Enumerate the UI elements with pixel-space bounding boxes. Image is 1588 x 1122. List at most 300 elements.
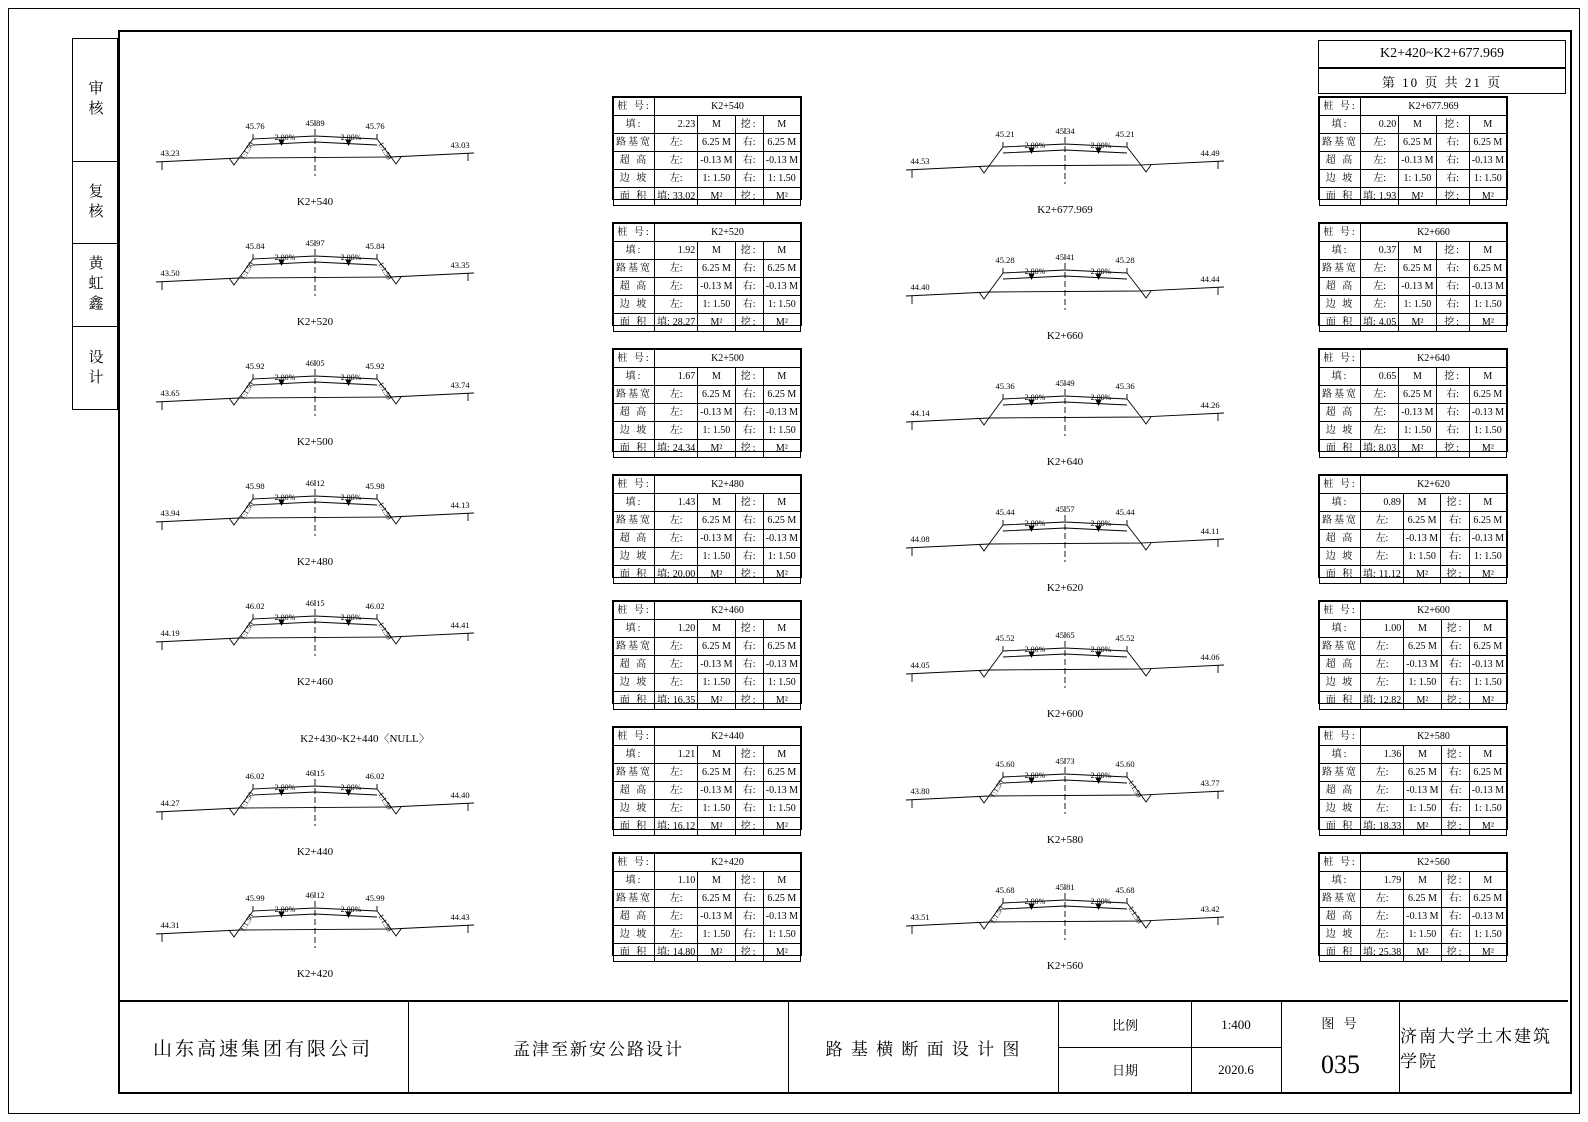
cross-section-K2-520: [150, 220, 480, 328]
table-label-super: 超 高: [614, 152, 655, 170]
section-data-table-K2-540: [612, 96, 802, 200]
svg-text:2.00%: 2.00%: [1090, 267, 1112, 276]
table-super-left: 左:: [1361, 782, 1404, 800]
table-label-area-cut: 挖:: [1436, 314, 1469, 332]
table-label-station: 桩 号:: [614, 476, 655, 494]
table-slope-left: 左:: [1361, 674, 1404, 692]
table-slope-right: 右:: [735, 422, 763, 440]
table-slope-right-value: 1: 1.50: [763, 926, 800, 944]
table-width-right: 右:: [1441, 512, 1470, 530]
table-slope-right-value: 1: 1.50: [1469, 296, 1506, 314]
svg-text:44.08: 44.08: [910, 534, 930, 544]
svg-text:2.00%: 2.00%: [1024, 519, 1046, 528]
table-area-cut-unit: M²: [1469, 314, 1506, 332]
table-slope-left: 左:: [1361, 296, 1399, 314]
table-label-station: 桩 号:: [1320, 602, 1361, 620]
table-super-right-value: -0.13 M: [763, 782, 800, 800]
table-width-left: 左:: [655, 512, 698, 530]
table-station-value: K2+640: [1361, 350, 1507, 368]
table-area-cut-unit: M²: [763, 566, 800, 584]
table-super-right-value: -0.13 M: [1469, 908, 1506, 926]
table-area-fill-unit: M²: [1399, 188, 1436, 206]
cross-section-K2-580: [900, 738, 1230, 846]
table-slope-right-value: 1: 1.50: [1469, 170, 1506, 188]
table-label-area-cut: 挖:: [735, 314, 763, 332]
table-label-area: 面 积: [614, 314, 655, 332]
table-fill-unit: M: [698, 494, 735, 512]
table-slope-left: 左:: [655, 170, 698, 188]
table-cut-unit: M: [763, 872, 800, 890]
table-label-area: 面 积: [1320, 818, 1361, 836]
table-slope-right-value: 1: 1.50: [763, 170, 800, 188]
table-label-area-cut: 挖:: [1441, 566, 1470, 584]
svg-text:2.00%: 2.00%: [1090, 519, 1112, 528]
table-station-value: K2+540: [655, 98, 801, 116]
cross-section-label: K2+440: [296, 846, 334, 858]
section-data-table-K2-600: [1318, 600, 1508, 704]
table-label-fill: 填:: [1320, 872, 1361, 890]
svg-text:45.84: 45.84: [245, 241, 265, 251]
table-cut-unit: M: [763, 494, 800, 512]
table-slope-left-value: 1: 1.50: [698, 296, 735, 314]
sheet-number-label: 图 号: [1321, 1015, 1360, 1031]
table-super-left: 左:: [655, 404, 698, 422]
header-page-count: 第 10 页 共 21 页: [1318, 68, 1566, 94]
table-fill-unit: M: [698, 872, 735, 890]
table-super-right-value: -0.13 M: [763, 404, 800, 422]
table-super-left: 左:: [1361, 656, 1404, 674]
table-fill-value: 1.36: [1361, 746, 1404, 764]
table-fill-value: 1.67: [655, 368, 698, 386]
table-fill-unit: M: [698, 746, 735, 764]
table-fill-value: 1.00: [1361, 620, 1404, 638]
table-width-left: 左:: [1361, 764, 1404, 782]
table-super-left: 左:: [1361, 152, 1399, 170]
table-label-fill: 填:: [1320, 494, 1361, 512]
table-label-station: 桩 号:: [1320, 98, 1361, 116]
table-label-cut: 挖:: [1436, 368, 1469, 386]
svg-text:2.00%: 2.00%: [340, 133, 362, 142]
table-label-roadwidth: 路基宽: [1320, 134, 1361, 152]
table-super-left: 左:: [1361, 908, 1404, 926]
table-cut-unit: M: [1469, 242, 1506, 260]
table-area-fill: 填: 25.38: [1361, 944, 1404, 962]
svg-text:45.34: 45.34: [1055, 126, 1075, 136]
svg-text:45.49: 45.49: [1055, 378, 1075, 388]
table-label-area-cut: 挖:: [735, 440, 763, 458]
svg-text:1:1.50: 1:1.50: [376, 790, 394, 812]
svg-text:2.00%: 2.00%: [1024, 267, 1046, 276]
svg-text:2.00%: 2.00%: [340, 905, 362, 914]
table-fill-unit: M: [1399, 242, 1436, 260]
table-width-left: 左:: [655, 386, 698, 404]
table-width-left: 左:: [1361, 260, 1399, 278]
section-data-table-K2-520: [612, 222, 802, 326]
table-label-station: 桩 号:: [614, 224, 655, 242]
table-slope-right: 右:: [735, 800, 763, 818]
institute-name: 济南大学土木建筑学院: [1400, 1027, 1552, 1071]
section-data-table-K2-660: [1318, 222, 1508, 326]
table-label-station: 桩 号:: [1320, 854, 1361, 872]
table-slope-right-value: 1: 1.50: [1469, 800, 1506, 818]
table-width-right: 右:: [1436, 386, 1469, 404]
svg-text:45.92: 45.92: [365, 361, 385, 371]
table-area-fill-unit: M²: [1404, 692, 1441, 710]
cross-section-K2-620: [900, 486, 1230, 594]
table-station-value: K2+460: [655, 602, 801, 620]
table-fill-value: 0.37: [1361, 242, 1399, 260]
date-label: 日期: [1111, 1063, 1138, 1078]
section-data-table-K2-460: [612, 600, 802, 704]
table-label-roadwidth: 路基宽: [1320, 386, 1361, 404]
table-super-left: 左:: [655, 782, 698, 800]
svg-text:1:1.50: 1:1.50: [376, 620, 394, 642]
svg-text:45.52: 45.52: [995, 633, 1015, 643]
table-fill-unit: M: [1404, 746, 1441, 764]
table-slope-left: 左:: [1361, 800, 1404, 818]
svg-text:45.99: 45.99: [245, 893, 265, 903]
table-label-roadwidth: 路基宽: [614, 134, 655, 152]
table-super-right: 右:: [735, 656, 763, 674]
table-width-left-value: 6.25 M: [1404, 890, 1441, 908]
table-label-roadwidth: 路基宽: [1320, 512, 1361, 530]
table-label-fill: 填:: [614, 746, 655, 764]
table-cut-unit: M: [763, 746, 800, 764]
svg-text:46.15: 46.15: [305, 598, 325, 608]
table-label-area-cut: 挖:: [735, 566, 763, 584]
table-label-roadwidth: 路基宽: [614, 638, 655, 656]
svg-text:45.65: 45.65: [1055, 630, 1075, 640]
table-slope-left-value: 1: 1.50: [1404, 800, 1441, 818]
table-width-left-value: 6.25 M: [1403, 512, 1440, 530]
table-station-value: K2+560: [1361, 854, 1507, 872]
table-width-right: 右:: [1441, 638, 1469, 656]
date-value: 2020.6: [1218, 1061, 1254, 1077]
table-width-left-value: 6.25 M: [1399, 260, 1436, 278]
table-width-left-value: 6.25 M: [1399, 134, 1436, 152]
svg-text:2.00%: 2.00%: [274, 783, 296, 792]
svg-text:2.00%: 2.00%: [340, 373, 362, 382]
svg-text:45.97: 45.97: [305, 238, 325, 248]
table-label-super: 超 高: [614, 656, 655, 674]
table-area-fill: 填: 14.80: [655, 944, 698, 962]
table-fill-value: 1.43: [655, 494, 698, 512]
table-cut-unit: M: [1469, 872, 1506, 890]
table-super-left-value: -0.13 M: [698, 152, 735, 170]
svg-text:1:1.50: 1:1.50: [376, 260, 394, 282]
table-area-cut-unit: M²: [1469, 944, 1506, 962]
svg-text:45.44: 45.44: [995, 507, 1015, 517]
cross-section-label: K2+620: [1046, 582, 1084, 594]
table-super-right-value: -0.13 M: [1469, 656, 1506, 674]
stamp-label-design: 设计: [86, 349, 103, 390]
table-station-value: K2+620: [1361, 476, 1507, 494]
cross-section-K2-460: [150, 580, 480, 688]
table-label-slope: 边 坡: [1320, 926, 1361, 944]
table-label-area-cut: 挖:: [735, 692, 763, 710]
table-label-cut: 挖:: [1441, 494, 1470, 512]
table-width-right: 右:: [1436, 134, 1469, 152]
svg-text:44.40: 44.40: [910, 282, 930, 292]
table-label-area: 面 积: [614, 818, 655, 836]
svg-text:1:1.50: 1:1.50: [376, 140, 394, 162]
table-area-fill: 填: 12.82: [1361, 692, 1404, 710]
table-fill-value: 1.20: [655, 620, 698, 638]
table-slope-right: 右:: [1441, 926, 1469, 944]
table-width-right-value: 6.25 M: [763, 134, 800, 152]
table-slope-left: 左:: [655, 296, 698, 314]
table-label-super: 超 高: [614, 908, 655, 926]
svg-text:43.23: 43.23: [160, 148, 180, 158]
svg-text:45.98: 45.98: [365, 481, 385, 491]
table-station-value: K2+520: [655, 224, 801, 242]
table-width-right-value: 6.25 M: [1469, 638, 1506, 656]
table-area-fill-unit: M²: [698, 818, 735, 836]
table-width-right-value: 6.25 M: [1469, 512, 1506, 530]
table-label-slope: 边 坡: [1320, 800, 1361, 818]
table-slope-left-value: 1: 1.50: [1399, 296, 1436, 314]
table-cut-unit: M: [763, 242, 800, 260]
svg-text:45.41: 45.41: [1055, 252, 1075, 262]
table-label-super: 超 高: [1320, 782, 1361, 800]
table-width-right: 右:: [735, 134, 763, 152]
table-area-fill: 填: 11.12: [1361, 566, 1404, 584]
table-label-roadwidth: 路基宽: [614, 260, 655, 278]
table-label-slope: 边 坡: [614, 674, 655, 692]
table-label-fill: 填:: [1320, 242, 1361, 260]
svg-text:43.74: 43.74: [450, 380, 470, 390]
cross-section-label: K2+677.969: [1037, 204, 1093, 216]
svg-text:46.12: 46.12: [305, 890, 325, 900]
table-label-station: 桩 号:: [614, 98, 655, 116]
svg-text:46.05: 46.05: [305, 358, 325, 368]
svg-text:2.00%: 2.00%: [340, 493, 362, 502]
table-super-left-value: -0.13 M: [698, 530, 735, 548]
svg-text:43.42: 43.42: [1200, 904, 1220, 914]
table-slope-right: 右:: [1436, 170, 1469, 188]
table-super-left-value: -0.13 M: [1399, 404, 1436, 422]
svg-text:2.00%: 2.00%: [274, 133, 296, 142]
svg-text:2.00%: 2.00%: [1090, 771, 1112, 780]
table-slope-left-value: 1: 1.50: [698, 548, 735, 566]
table-area-fill-unit: M²: [698, 440, 735, 458]
stamp-label-review: 审核: [86, 80, 103, 121]
svg-text:45.99: 45.99: [365, 893, 385, 903]
table-label-cut: 挖:: [1441, 746, 1469, 764]
svg-text:45.76: 45.76: [245, 121, 265, 131]
table-slope-left-value: 1: 1.50: [1404, 926, 1441, 944]
table-label-roadwidth: 路基宽: [1320, 890, 1361, 908]
svg-text:45.73: 45.73: [1055, 756, 1075, 766]
table-label-area: 面 积: [1320, 566, 1361, 584]
svg-text:43.94: 43.94: [160, 508, 180, 518]
table-label-area: 面 积: [1320, 692, 1361, 710]
table-area-cut-unit: M²: [1469, 440, 1506, 458]
table-cut-unit: M: [1469, 746, 1506, 764]
table-fill-value: 0.65: [1361, 368, 1399, 386]
table-super-right-value: -0.13 M: [763, 278, 800, 296]
table-width-left-value: 6.25 M: [698, 638, 735, 656]
section-data-table-K2-620: [1318, 474, 1508, 578]
table-slope-right-value: 1: 1.50: [1469, 926, 1506, 944]
cross-section-label: K2+480: [296, 556, 334, 568]
table-width-right-value: 6.25 M: [1469, 260, 1506, 278]
table-super-right: 右:: [735, 278, 763, 296]
table-super-left-value: -0.13 M: [698, 908, 735, 926]
table-area-fill: 填: 28.27: [655, 314, 698, 332]
table-slope-right: 右:: [1436, 296, 1469, 314]
table-super-left-value: -0.13 M: [1404, 782, 1441, 800]
svg-text:2.00%: 2.00%: [340, 253, 362, 262]
table-label-station: 桩 号:: [614, 728, 655, 746]
table-label-cut: 挖:: [735, 116, 763, 134]
table-width-left: 左:: [1361, 386, 1399, 404]
table-area-fill: 填: 18.33: [1361, 818, 1404, 836]
table-area-cut-unit: M²: [1469, 818, 1506, 836]
table-width-right: 右:: [1441, 890, 1469, 908]
table-label-slope: 边 坡: [614, 296, 655, 314]
table-super-right-value: -0.13 M: [763, 908, 800, 926]
cross-section-label: K2+520: [296, 316, 334, 328]
table-label-area: 面 积: [614, 566, 655, 584]
table-area-cut-unit: M²: [763, 692, 800, 710]
table-width-left: 左:: [655, 260, 698, 278]
table-label-area-cut: 挖:: [1436, 188, 1469, 206]
table-fill-value: 1.21: [655, 746, 698, 764]
table-area-fill-unit: M²: [1404, 944, 1441, 962]
table-area-cut-unit: M²: [1469, 692, 1506, 710]
table-width-right-value: 6.25 M: [763, 890, 800, 908]
table-width-right-value: 6.25 M: [1469, 134, 1506, 152]
table-label-slope: 边 坡: [614, 800, 655, 818]
cross-section-K2-640: [900, 360, 1230, 468]
table-slope-right-value: 1: 1.50: [1469, 548, 1506, 566]
table-label-station: 桩 号:: [1320, 476, 1361, 494]
table-super-right: 右:: [1441, 530, 1470, 548]
svg-text:1:1.50: 1:1.50: [1126, 778, 1144, 800]
table-label-area-cut: 挖:: [1441, 818, 1469, 836]
table-width-right: 右:: [735, 890, 763, 908]
table-width-right: 右:: [735, 260, 763, 278]
svg-text:2.00%: 2.00%: [274, 373, 296, 382]
table-super-right: 右:: [735, 782, 763, 800]
table-slope-left-value: 1: 1.50: [698, 674, 735, 692]
table-area-fill: 填: 33.02: [655, 188, 698, 206]
svg-text:1:1.50: 1:1.50: [376, 912, 394, 934]
svg-text:1:1.50: 1:1.50: [988, 778, 1006, 800]
table-label-cut: 挖:: [735, 872, 763, 890]
table-area-fill-unit: M²: [1404, 818, 1441, 836]
table-label-area: 面 积: [614, 440, 655, 458]
table-slope-right-value: 1: 1.50: [763, 422, 800, 440]
table-cut-unit: M: [1469, 116, 1506, 134]
table-area-fill-unit: M²: [698, 692, 735, 710]
stamp-cell-name: [73, 244, 117, 326]
section-data-table-K2-560: [1318, 852, 1508, 956]
svg-text:43.35: 43.35: [450, 260, 470, 270]
svg-text:44.19: 44.19: [160, 628, 180, 638]
table-super-left-value: -0.13 M: [698, 782, 735, 800]
table-label-fill: 填:: [614, 872, 655, 890]
table-fill-unit: M: [1403, 494, 1440, 512]
table-super-right-value: -0.13 M: [1469, 530, 1506, 548]
table-slope-left-value: 1: 1.50: [1399, 170, 1436, 188]
approval-stamp-column: [72, 38, 118, 410]
table-fill-value: 0.89: [1361, 494, 1404, 512]
sheet-number-value: 035: [1321, 1050, 1360, 1079]
table-super-right-value: -0.13 M: [763, 656, 800, 674]
company-name: 山东高速集团有限公司: [152, 1038, 373, 1060]
svg-text:45.21: 45.21: [1115, 129, 1135, 139]
table-super-left: 左:: [655, 908, 698, 926]
table-label-cut: 挖:: [1436, 242, 1469, 260]
table-slope-left-value: 1: 1.50: [698, 800, 735, 818]
table-fill-unit: M: [698, 620, 735, 638]
table-super-right: 右:: [735, 152, 763, 170]
table-width-right: 右:: [735, 386, 763, 404]
table-fill-unit: M: [1399, 116, 1436, 134]
svg-text:44.11: 44.11: [1200, 526, 1220, 536]
table-label-fill: 填:: [1320, 368, 1361, 386]
table-width-right-value: 6.25 M: [1469, 764, 1506, 782]
table-label-area-cut: 挖:: [1441, 944, 1469, 962]
table-station-value: K2+420: [655, 854, 801, 872]
table-area-fill-unit: M²: [1403, 566, 1440, 584]
svg-text:46.02: 46.02: [245, 601, 265, 611]
table-station-value: K2+677.969: [1361, 98, 1507, 116]
table-fill-value: 0.20: [1361, 116, 1399, 134]
svg-text:46.12: 46.12: [305, 478, 325, 488]
table-fill-unit: M: [1399, 368, 1436, 386]
svg-text:44.43: 44.43: [450, 912, 470, 922]
table-width-left-value: 6.25 M: [1399, 386, 1436, 404]
svg-text:2.00%: 2.00%: [274, 253, 296, 262]
table-area-cut-unit: M²: [763, 314, 800, 332]
table-label-super: 超 高: [1320, 278, 1361, 296]
drawing-title: 路 基 横 断 面 设 计 图: [825, 1039, 1022, 1059]
svg-text:2.00%: 2.00%: [340, 783, 362, 792]
table-area-cut-unit: M²: [763, 188, 800, 206]
svg-text:2.00%: 2.00%: [1090, 645, 1112, 654]
table-area-fill-unit: M²: [1399, 314, 1436, 332]
table-width-left: 左:: [1361, 638, 1404, 656]
table-area-fill-unit: M²: [698, 188, 735, 206]
table-label-cut: 挖:: [735, 746, 763, 764]
table-area-fill: 填: 1.93: [1361, 188, 1399, 206]
svg-text:2.00%: 2.00%: [274, 613, 296, 622]
header-range-title: K2+420~K2+677.969: [1318, 40, 1566, 68]
table-label-area-cut: 挖:: [735, 818, 763, 836]
svg-text:44.13: 44.13: [450, 500, 470, 510]
table-station-value: K2+580: [1361, 728, 1507, 746]
table-area-fill-unit: M²: [698, 314, 735, 332]
svg-text:45.68: 45.68: [1115, 885, 1135, 895]
section-data-table-K2-480: [612, 474, 802, 578]
table-super-right-value: -0.13 M: [1469, 404, 1506, 422]
table-width-right-value: 6.25 M: [763, 260, 800, 278]
table-width-right: 右:: [735, 764, 763, 782]
svg-text:45.76: 45.76: [365, 121, 385, 131]
table-label-area: 面 积: [614, 188, 655, 206]
table-super-left: 左:: [1361, 278, 1399, 296]
table-area-cut-unit: M²: [763, 818, 800, 836]
svg-text:45.84: 45.84: [365, 241, 385, 251]
table-slope-right-value: 1: 1.50: [763, 296, 800, 314]
table-super-right: 右:: [735, 404, 763, 422]
table-super-left: 左:: [1361, 530, 1404, 548]
table-label-super: 超 高: [614, 404, 655, 422]
table-width-right: 右:: [735, 512, 763, 530]
